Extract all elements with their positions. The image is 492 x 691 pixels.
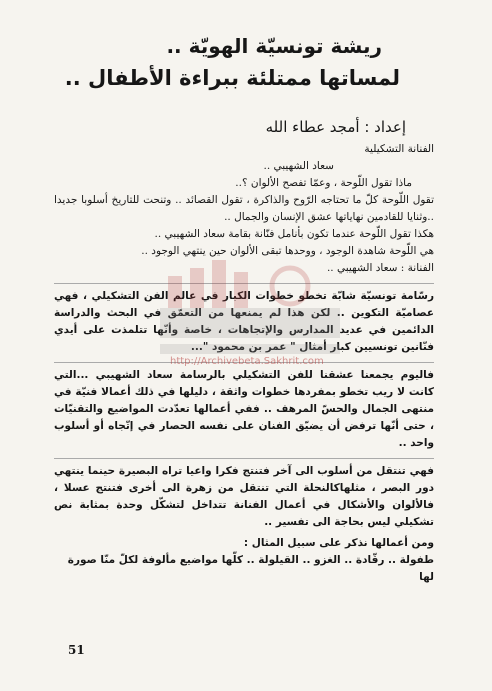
paragraph-today: فاليوم يجمعنا عشقنا للفن التشكيلي بالرسامة سعاد الشهيبي ...التي كانت لا ريب تخطو بمفردها خطوات واثقة ، دليلها في ذلك أعمالا فنيّة في منتهى الجمال والحسّ المرهف .. ففي أعمالها تعدّدت المواضيع والتقنيّات ، حتى أنّها ترفض أن يضيّق الفنان على نفسه الحصار في إتّجاه أو أسلوب واحد .. [54,369,434,449]
paragraph-question: ماذا تقول اللّوحة ، وعمّا تفصح الألوان ؟.. [235,177,412,189]
paragraph-style: فهي تنتقل من أسلوب الى آخر فتنتج فكرا واعيا تراه البصيرة حينما ينتهي دور البصر ، مثلهاكالنحلة التي تنتقل من زهرة الى أخرى فتنتج عسلا ، فالألوان والأشكال في أعمال الفنانة تتداخل لتشكّل وحدة بمثابة نص تشكيلي ليس بحاجة الى تفسير .. [54,465,434,528]
page-number: 51 [68,643,85,657]
paragraph-works-list: طفولة .. رقّادة .. الغزو .. القيلولة .. كلّها مواضيع مألوفة لكلّ منّا صورة لها [67,554,434,583]
article-title-line-2: لمساتها ممتلئة ببراءة الأطفال .. [64,66,400,90]
paragraph-artist-name: سعاد الشهيبي .. [263,160,334,172]
paragraph-subject: الفنانة التشكيلية [364,143,434,155]
paragraph-intro: تقول اللّوحة كلّ ما تحتاجه الرّوح والذاكرة ، تقول القصائد .. وتنحت للتاريخ أسلوبا جديدا ..وثنايا للقادمين نهاياتها عشق الإنسان والجمال .. [54,194,434,223]
divider [54,458,434,459]
paragraph-works-intro: ومن أعمالها نذكر على سبيل المثال : [243,537,434,549]
watermark-url: http://Archivebeta.Sakhrit.com [170,356,324,367]
divider [54,283,434,284]
paragraph-artist-label: الفنانة : سعاد الشهيبي .. [326,262,434,274]
paragraph-bio: رسّامة تونسيّة شابّة تخطو خطوات الكبار في عالم الفن التشكيلي ، فهي عصاميّة التكوين .. لكن هذا لم يمنعها من التعمّق في البحث والدراسة الدائمين في عديد المدارس والإتجاهات ، خاصة وأنّها تتلمذت على أيدي فنّانين تونسيين كبار أمثال " عمر بن محمود "... [54,290,434,353]
article-author: إعداد : أمجد عطاء الله [265,118,406,136]
paragraph-witness: هي اللّوحة شاهدة الوجود ، ووحدها تبقى الألوان حين ينتهي الوجود .. [141,245,434,257]
paragraph-says: هكذا تقول اللّوحة عندما تكون بأنامل فنّانة بقامة سعاد الشهيبي .. [154,228,434,240]
article-title-line-1: ريشة تونسيّة الهويّة .. [166,34,382,58]
